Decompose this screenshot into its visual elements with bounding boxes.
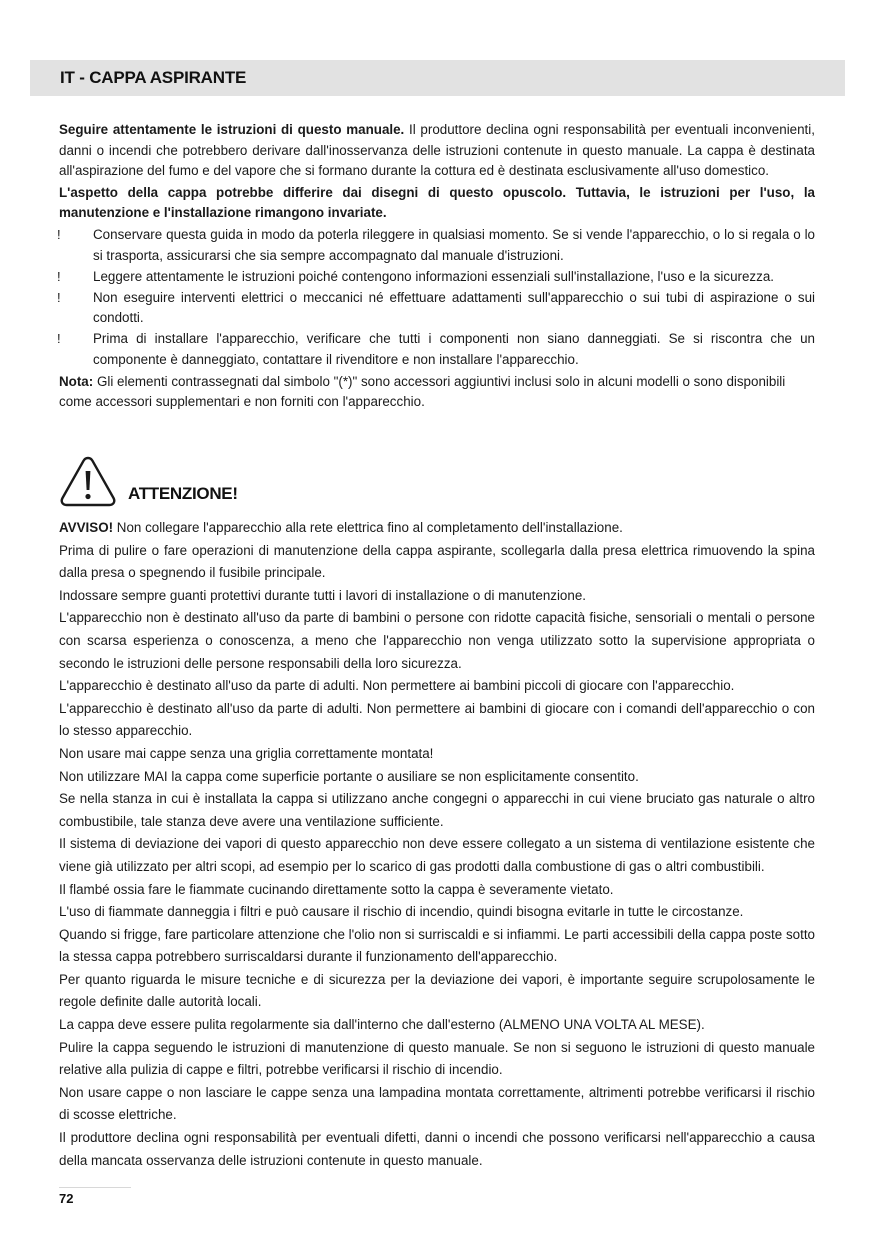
warning-paragraph: La cappa deve essere pulita regolarmente sia dall'interno che dall'esterno (ALMENO UNA VOLTA AL MESE).: [59, 1017, 705, 1033]
warning-section: [59, 517, 815, 1172]
list-item: ! Non eseguire interventi elettrici o meccanici né effettuare adattamenti sull'apparecchio o sui tubi di aspirazione o sui condotti.: [57, 289, 815, 326]
warning-paragraph: L'apparecchio è destinato all'uso da parte di adulti. Non permettere ai bambini di giocare con i comandi dell'apparecchio o con lo stesso apparecchio.: [59, 700, 815, 739]
section-title: IT - CAPPA ASPIRANTE: [60, 68, 247, 87]
section-header-bar: [30, 60, 845, 96]
warning-paragraph: Pulire la cappa seguendo le istruzioni di manutenzione di questo manuale. Se non si seguono le istruzioni di questo manuale relative alla pulizia di cappe e filtri, potrebbe verificarsi il rischio di incendio.: [59, 1039, 815, 1078]
intro-paragraph-1: [59, 120, 815, 182]
list-item: ! Conservare questa guida in modo da poterla rileggere in qualsiasi momento. Se si vende l'apparecchio, o lo si regala o lo si trasporta, assicurarsi che sia sempre accompagnato dal manuale d'istruzioni.: [57, 226, 815, 263]
warning-paragraph: Indossare sempre guanti protettivi durante tutti i lavori di installazione o di manutenzione.: [59, 587, 586, 603]
note-text: Gli elementi contrassegnati dal simbolo "(*)" sono accessori aggiuntivi inclusi solo in alcuni modelli o sono disponibili come accessori supplementari e non forniti con l'apparecchio.: [59, 373, 786, 410]
warning-paragraph: Non usare cappe o non lasciare le cappe senza una lampadina montata correttamente, altrimenti potrebbe verificarsi il rischio di scosse elettriche.: [59, 1084, 815, 1123]
intro-bold-lead: Seguire attentamente le istruzioni di questo manuale.: [59, 122, 405, 137]
warning-paragraph: L'uso di fiammate danneggia i filtri e può causare il rischio di incendio, quindi bisogna evitarle in tutte le circostanze.: [59, 904, 744, 920]
exclamation-bullet-icon: !: [57, 331, 61, 347]
warning-paragraph: Prima di pulire o fare operazioni di manutenzione della cappa aspirante, scollegarla dalla presa elettrica rimuovendo la spina dalla presa o spegnendo il fusibile principale.: [59, 542, 815, 581]
avviso-paragraph: [59, 517, 815, 540]
note-paragraph: [59, 372, 815, 413]
warning-paragraph: Il produttore declina ogni responsabilità per eventuali difetti, danni o incendi che possono verificarsi nell'apparecchio a causa della mancata osservanza delle istruzioni contenute in questo manuale.: [59, 1130, 815, 1168]
intro-paragraph-2: L'aspetto della cappa potrebbe differire dai disegni di questo opuscolo. Tuttavia, le istruzioni per l'uso, la manutenzione e l'installazione rimangono invariate.: [59, 184, 815, 221]
warning-paragraph: Il sistema di deviazione dei vapori di questo apparecchio non deve essere collegato a un sistema di ventilazione esistente che viene già utilizzato per altri scopi, ad esempio per lo scarico di gas prodotti dalla combustione di gas o altri combustibili.: [59, 836, 815, 874]
warning-paragraph: Se nella stanza in cui è installata la cappa si utilizzano anche congegni o apparecchi in cui viene bruciato gas naturale o altro combustibile, tale stanza deve avere una ventilazione sufficiente.: [59, 791, 815, 829]
warning-paragraph: L'apparecchio è destinato all'uso da parte di adulti. Non permettere ai bambini piccoli di giocare con l'apparecchio.: [59, 678, 735, 694]
exclamation-bullet-icon: !: [57, 226, 61, 242]
warning-paragraph: Non utilizzare MAI la cappa come superficie portante o ausiliare se non esplicitamente consentito.: [59, 768, 639, 784]
warning-paragraph: Non usare mai cappe senza una griglia correttamente montata!: [59, 745, 434, 761]
warning-title: ATTENZIONE!: [128, 484, 238, 503]
avviso-text: Non collegare l'apparecchio alla rete elettrica fino al completamento dell'installazione.: [113, 520, 623, 535]
warning-triangle-icon: [59, 454, 117, 508]
warning-paragraph: Per quanto riguarda le misure tecniche e di sicurezza per la deviazione dei vapori, è importante seguire scrupolosamente le regole definite dalle autorità locali.: [59, 971, 815, 1010]
list-item: ! Leggere attentamente le istruzioni poiché contengono informazioni essenziali sull'installazione, l'uso e la sicurezza.: [59, 267, 815, 288]
warning-heading: [59, 454, 459, 510]
precaution-list: [59, 225, 815, 371]
exclamation-bullet-icon: !: [57, 289, 61, 305]
note-label: Nota:: [59, 373, 94, 389]
warning-paragraph: Il flambé ossia fare le fiammate cucinando direttamente sotto la cappa è severamente vietato.: [59, 881, 614, 897]
avviso-label: AVVISO!: [59, 520, 114, 535]
intro-section: [59, 120, 815, 414]
page-number: 72: [59, 1191, 74, 1206]
footer-divider: [59, 1187, 131, 1188]
intro-text: Il produttore declina ogni responsabilità per eventuali inconvenienti, danni o incendi che potrebbero derivare dall'inosservanza delle istruzioni contenute in questo manuale. La cappa è destinata all'aspirazione del fumo e del vapore che si formano durante la cottura ed è destinata esclusivamente all'uso domestico.: [59, 122, 815, 179]
warning-paragraph: L'apparecchio non è destinato all'uso da parte di bambini o persone con ridotte capacità fisiche, sensoriali o mentali o persone con scarsa esperienza o conoscenza, a meno che l'apparecchio non venga utilizzato sotto la supervisione appropriata o secondo le istruzioni delle persone responsabili della loro sicurezza.: [59, 610, 815, 671]
list-item: ! Prima di installare l'apparecchio, verificare che tutti i componenti non siano danneggiati. Se si riscontra che un componente è danneggiato, contattare il rivenditore e non installare l'apparecchio.: [57, 331, 815, 368]
exclamation-bullet-icon: !: [57, 268, 61, 284]
warning-paragraph: Quando si frigge, fare particolare attenzione che l'olio non si surriscaldi e si infiammi. Le parti accessibili della cappa poste sotto la stessa cappa potrebbero surriscaldarsi durante il funzionamento dell'apparecchio.: [59, 926, 815, 965]
